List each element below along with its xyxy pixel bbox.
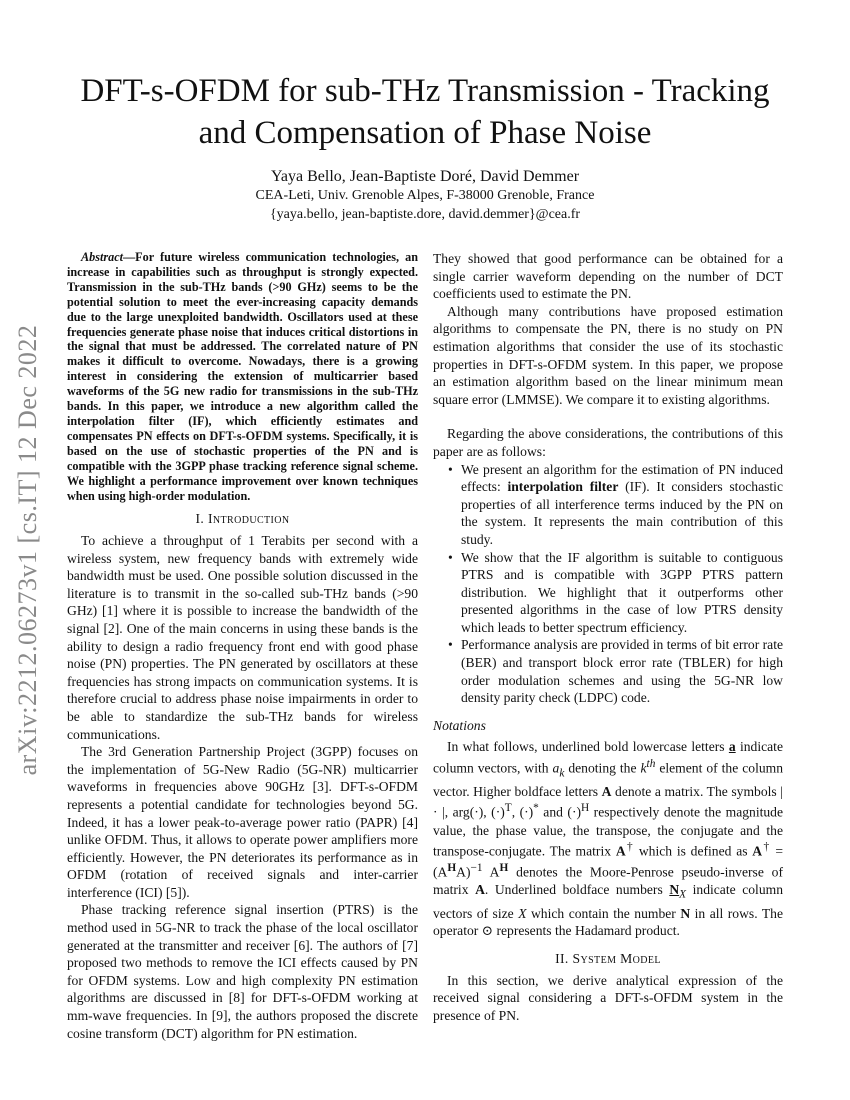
contribution-list — [433, 461, 783, 707]
abstract-label: Abstract — [81, 250, 123, 264]
section-heading-system-model: II. System Model — [555, 950, 661, 966]
arxiv-id: arXiv:2212.06273v1 [cs.IT] 12 Dec 2022 — [13, 324, 42, 776]
right-column — [433, 250, 783, 1024]
paper-authors: Yaya Bello, Jean-Baptiste Doré, David Demmer — [270, 168, 580, 185]
intro-paragraph-2: The 3rd Generation Partnership Project (3GPP) focuses on the implementation of 5G-New Radio (5G-NR) multicarrier waveforms in frequencies above 90GHz [3]. DFT-s-OFDM represents a potential candidate for technologies beyond 5G. Indeed, it has a lower peak-to-average power ratio (PAPR) [4] unlike OFDM. Thus, it allows to operate power amplifiers more efficiently. However, the PN deteriorates its performance as in OFDM (rotation of received signals and inter-carrier interference (ICI) [5]). — [67, 744, 418, 900]
paper-affiliation-block — [60, 186, 790, 224]
arxiv-watermark — [8, 300, 48, 800]
paragraph-gap — [433, 408, 783, 425]
affiliation: CEA-Leti, Univ. Grenoble Alpes, F-38000 Grenoble, France — [255, 188, 595, 203]
paper-title: DFT-s-OFDM for sub-THz Transmission - Tracking and Compensation of Phase Noise — [80, 73, 770, 151]
notations-heading: Notations — [433, 717, 486, 733]
notations-paragraph: In what follows, underlined bold lowercase letters a indicate column vectors, with $a_k$ denoting the $k^{th}$ element of the column vector. Higher boldface letters A denote a matrix. The symbols | · |, arg(·), $(\cdot)^T$, (·)* and $(\cdot)^H$ respectively denote the magnitude value, the phase value, the transpose, the conjugate and the transpose-conjugate. The matrix A† which is defined as $A^\dagger = (A^HA)^{-1}$ $A^H$ denotes the Moore-Penrose pseudo-inverse of matrix A. Underlined boldface numbers $N_X$ indicate column vectors of size X which contain the number N in all rows. The operator ⊙ represents the Hadamard product. — [433, 739, 784, 939]
abstract — [67, 250, 418, 503]
system-model-paragraph-1: In this section, we derive analytical expression of the received signal considering a DFT-s-OFDM system in the presence of PN. — [433, 972, 783, 1023]
intro-paragraph-4: They showed that good performance can be obtained for a single carrier waveform depending on the number of DCT coefficients used to estimate the PN. — [433, 251, 783, 302]
intro-paragraph-6: Regarding the above considerations, the contributions of this paper are as follows: — [433, 426, 783, 459]
intro-paragraph-1: To achieve a throughput of 1 Terabits per second with a wireless system, new frequency bands with extremely wide bandwidth must be used. One possible solution discussed in the literature is to transmit in the so-called sub-THz bands (>90 GHz) [1] where it is possible to increase the bandwidth of the signal [2]. One of the main concerns in using these bands is the ability to design a radio frequency front end with good phase noise (PN) properties. The PN generated by oscillators at these frequencies has strong impacts on communication systems. It is therefore crucial to address phase noise impairments in order to be able to standardize the sub-THz bands for wireless communications. — [67, 533, 418, 742]
list-item: • We show that the IF algorithm is suitable to contiguous PTRS and is compatible with 3GPP PTRS pattern distribution. We highlight that it outperforms other presented algorithms in the case of low PTRS density which leads to better spectrum efficiency. — [461, 549, 783, 637]
list-item: • Performance analysis are provided in terms of bit error rate (BER) and transport block error rate (TBLER) for high order modulation schemes and using the 5G-NR low density parity check (LDPC) code. — [461, 636, 783, 706]
author-emails: {yaya.bello, jean-baptiste.dore, david.demmer}@cea.fr — [269, 207, 581, 222]
list-item: • We present an algorithm for the estimation of PN induced effects: interpolation filter (IF). It considers stochastic properties of all interference terms induced by the PN on the system. It represents the main contribution of this study. — [461, 461, 783, 549]
section-heading-introduction: I. Introduction — [195, 511, 290, 527]
left-column — [67, 250, 418, 1042]
intro-paragraph-5: Although many contributions have proposed estimation algorithms to compensate the PN, there is no study on PN estimation algorithms that consider the use of its stochastic properties in DFT-s-OFDM system. In this paper, we propose an estimation algorithm based on the linear minimum mean square error (LMMSE). We compare it to existing algorithms. — [433, 303, 783, 407]
intro-paragraph-3: Phase tracking reference signal insertion (PTRS) is the method used in 5G-NR to track the phase of the local oscillator generated at the transmitter and receiver [6]. The authors of [7] proposed two methods to remove the ICI effects caused by PN for OFDM systems. Low and high complexity PN estimation algorithms are discussed in [8] for DFT-s-OFDM working at mm-wave frequencies. In [9], the authors proposed the discrete cosine transform (DCT) algorithm for PN estimation. — [67, 902, 418, 1041]
abstract-text: —For future wireless communication technologies, an increase in capabilities such as throughput is strongly expected. Transmission in the sub-THz bands (>90 GHz) seems to be the potential solution to meet the ever-increasing capacity demands due to the large unexploited bandwidth. Oscillators used at these frequencies generate phase noise that induces critical distortions in the signal that must be addressed. The correlated nature of PN makes it difficult to overcome. Nowadays, there is a growing interest in considering the extension of multicarrier based waveforms of the 5G new radio for transmissions in the sub-THz bands. In this paper, we introduce a new algorithm called the interpolation filter (IF), which efficiently estimates and compensates PN effects on DFT-s-OFDM systems. Specifically, it is based on the use of stochastic properties of the PN and is compatible with the 3GPP phase tracking reference signal scheme. We highlight a performance improvement over known techniques when using high-order modulation. — [67, 250, 418, 503]
